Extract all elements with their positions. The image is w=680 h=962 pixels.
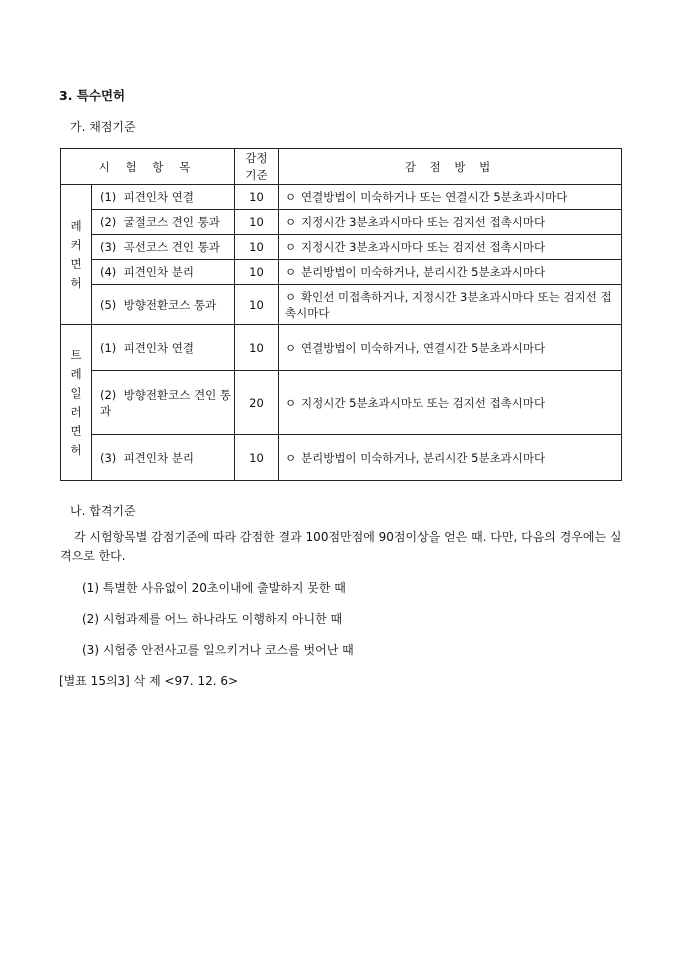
section-title: 3. 특수면허 [59, 88, 126, 103]
item-cell: (3) 곡선코스 견인 통과 [92, 235, 235, 260]
table-row [61, 285, 622, 325]
method-cell: ㅇ 확인선 미접촉하거나, 지정시간 3분초과시마다 또는 검지선 접촉시마다 [279, 285, 622, 325]
circle-bullet-icon: ㅇ [285, 289, 297, 304]
scoring-table [60, 148, 622, 481]
item-cell: (2) 굴절코스 견인 통과 [92, 210, 235, 235]
method-cell: ㅇ 연결방법이 미숙하거나, 연결시간 5분초과시마다 [279, 325, 622, 371]
footnote: [별표 15의3] 삭 제 <97. 12. 6> [59, 674, 239, 688]
category-trailer: 트레일러면허 [61, 325, 92, 481]
item-cell: (4) 피견인차 분리 [92, 260, 235, 285]
method-cell: ㅇ 지정시간 3분초과시마다 또는 검지선 접촉시마다 [279, 210, 622, 235]
score-cell: 10 [235, 325, 279, 371]
table-row [61, 325, 622, 371]
circle-bullet-icon: ㅇ [285, 450, 297, 465]
table-row [61, 185, 622, 210]
circle-bullet-icon: ㅇ [285, 340, 297, 355]
method-cell: ㅇ 분리방법이 미숙하거나, 분리시간 5분초과시마다 [279, 435, 622, 481]
table-row [61, 210, 622, 235]
category-wrecker: 레커면허 [61, 185, 92, 325]
circle-bullet-icon: ㅇ [285, 395, 297, 410]
score-cell: 10 [235, 235, 279, 260]
item-cell: (3) 피견인차 분리 [92, 435, 235, 481]
table-row [61, 371, 622, 435]
subsection-a-title: 가. 채점기준 [70, 120, 136, 134]
item-cell: (5) 방향전환코스 통과 [92, 285, 235, 325]
subsection-b-title: 나. 합격기준 [70, 504, 136, 518]
header-test-item: 시 험 항 목 [61, 149, 235, 185]
item-cell: (2) 방향전환코스 견인 통과 [92, 371, 235, 435]
score-cell: 10 [235, 285, 279, 325]
circle-bullet-icon: ㅇ [285, 265, 297, 279]
circle-bullet-icon: ㅇ [285, 215, 297, 229]
header-standard [235, 149, 279, 185]
score-cell: 20 [235, 371, 279, 435]
disqualification-condition-3: (3) 시험중 안전사고를 일으키거나 코스를 벗어난 때 [82, 643, 354, 657]
disqualification-condition-1: (1) 특별한 사유없이 20초이내에 출발하지 못한 때 [82, 581, 346, 595]
score-cell: 10 [235, 185, 279, 210]
circle-bullet-icon: ㅇ [285, 240, 297, 254]
disqualification-condition-2: (2) 시험과제를 어느 하나라도 이행하지 아니한 때 [82, 612, 343, 626]
header-method: 감 점 방 법 [279, 149, 622, 185]
item-cell: (1) 피견인차 연결 [92, 185, 235, 210]
circle-bullet-icon: ㅇ [285, 190, 297, 204]
table-row [61, 235, 622, 260]
table-header-row [61, 149, 622, 185]
method-cell: ㅇ 지정시간 3분초과시마다 또는 검지선 접촉시마다 [279, 235, 622, 260]
score-cell: 10 [235, 210, 279, 235]
score-cell: 10 [235, 435, 279, 481]
score-cell: 10 [235, 260, 279, 285]
table-row [61, 435, 622, 481]
method-cell: ㅇ 연결방법이 미숙하거나 또는 연결시간 5분초과시마다 [279, 185, 622, 210]
method-cell: ㅇ 지정시간 5분초과시마도 또는 검지선 접촉시마다 [279, 371, 622, 435]
header-standard-line: 감정 [245, 150, 268, 165]
table-row [61, 260, 622, 285]
method-cell: ㅇ 분리방법이 미숙하거나, 분리시간 5분초과시마다 [279, 260, 622, 285]
item-cell: (1) 피견인차 연결 [92, 325, 235, 371]
header-standard-line: 기준 [245, 167, 268, 182]
pass-criteria-paragraph: 각 시험항목별 감점기준에 따라 감점한 결과 100점만점에 90점이상을 얻은 때. 다만, 다음의 경우에는 실격으로 한다. [60, 530, 622, 563]
